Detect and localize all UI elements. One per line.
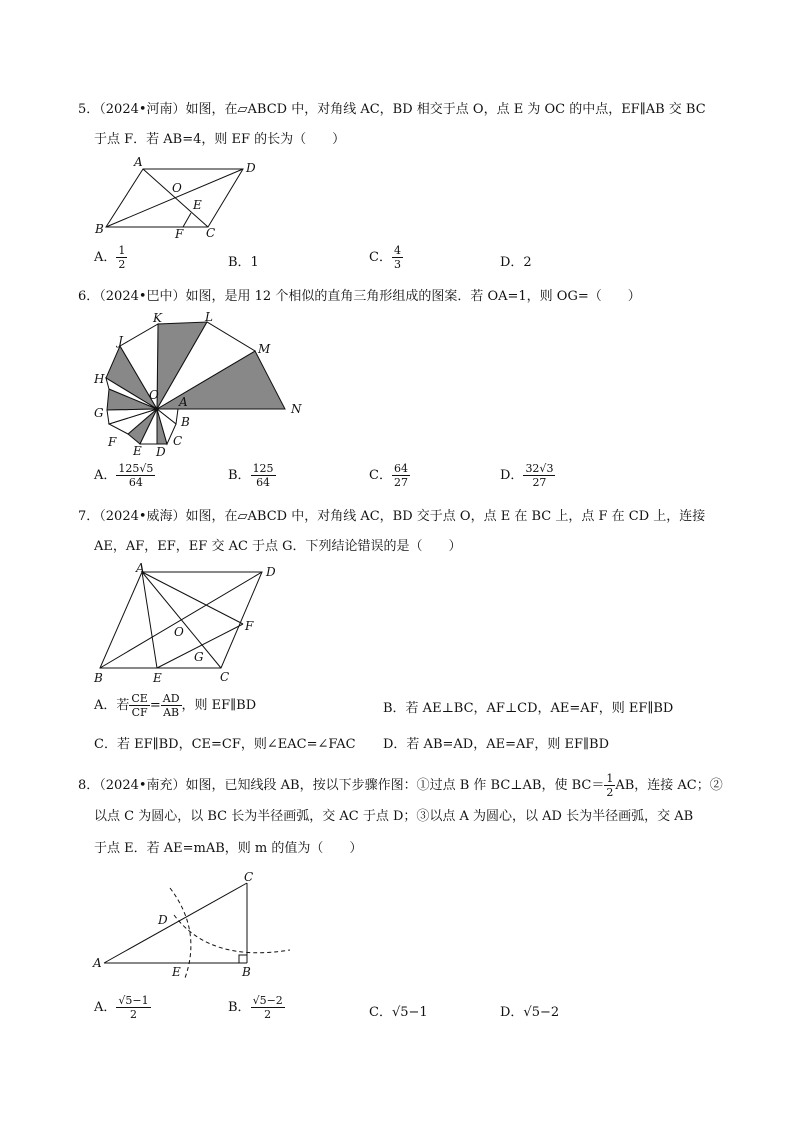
q5-option-d[interactable]: D．2 bbox=[500, 255, 532, 270]
q5-label-b: B bbox=[95, 222, 104, 236]
q6-label-l: L bbox=[205, 310, 213, 324]
q6-option-b[interactable]: B． $\frac{125}{64}$ bbox=[228, 462, 274, 489]
q5-option-b[interactable]: B．1 bbox=[228, 255, 259, 270]
q8-option-d[interactable]: D．√5−2 bbox=[500, 1005, 560, 1020]
q5-label-d: D bbox=[246, 161, 256, 175]
q6-option-c[interactable]: C． $\frac{64}{27}$ bbox=[369, 462, 408, 489]
q5-label-c: C bbox=[206, 226, 216, 240]
q8-stem-line1: 8．（2024•南充）如图，已知线段 AB，按以下步骤作图：①过点 B 作 BC⊥AB，使 BC＝ $\frac{1}{2}$ AB，连接 AC；② bbox=[78, 772, 723, 799]
q5-stem-line1: 5．（2024•河南）如图，在▱ABCD 中，对角线 AC，BD 相交于点 O，点 E 为 OC 的中点，EF∥AB 交 BC bbox=[78, 102, 706, 117]
q6-label-o: O bbox=[149, 388, 159, 402]
q6-label-a: A bbox=[179, 395, 188, 409]
q7-stem-line1: 7．（2024•威海）如图，在▱ABCD 中，对角线 AC，BD 交于点 O，点 E 在 BC 上，点 F 在 CD 上，连接 bbox=[78, 509, 706, 524]
q7-stem-line2: AE，AF，EF，EF 交 AC 于点 G．下列结论错误的是（ ） bbox=[94, 539, 462, 554]
q5-label-a: A bbox=[134, 155, 143, 169]
q6-label-c: C bbox=[173, 434, 183, 448]
q6-stem-line1: 6．（2024•巴中）如图，是用 12 个相似的直角三角形组成的图案．若 OA=1，则 OG=（ ） bbox=[78, 289, 641, 304]
q7-label-g: G bbox=[194, 650, 204, 664]
q8-construction-figure bbox=[90, 868, 300, 983]
q8-stem-line3: 于点 E．若 AE=mAB，则 m 的值为（ ） bbox=[94, 841, 363, 856]
q6-option-d[interactable]: D． $\frac{32√3}{27}$ bbox=[500, 462, 554, 489]
q8-label-b: B bbox=[242, 965, 251, 979]
q6-label-d: D bbox=[156, 445, 166, 459]
q6-label-g: G bbox=[94, 406, 104, 420]
q5-label-e: E bbox=[193, 198, 202, 212]
q7-option-c[interactable]: C．若 EF∥BD，CE=CF，则∠EAC=∠FAC bbox=[94, 737, 356, 752]
q8-label-c: C bbox=[244, 870, 254, 884]
q6-label-h: H bbox=[94, 372, 105, 386]
q7-label-d: D bbox=[266, 565, 276, 579]
q8-option-b[interactable]: B． $\frac{√5-2}{2}$ bbox=[228, 994, 283, 1021]
q7-parallelogram-figure bbox=[90, 561, 290, 689]
q6-label-k: K bbox=[153, 311, 162, 325]
q5-parallelogram-figure bbox=[90, 155, 270, 245]
q7-label-f: F bbox=[245, 619, 254, 633]
q7-label-o: O bbox=[174, 625, 184, 639]
q7-option-d[interactable]: D．若 AB=AD，AE=AF，则 EF∥BD bbox=[383, 737, 610, 752]
q8-label-d: D bbox=[158, 913, 168, 927]
q8-label-e: E bbox=[172, 965, 181, 979]
q6-label-b: B bbox=[181, 415, 190, 429]
q7-option-b[interactable]: B．若 AE⊥BC，AF⊥CD，AE=AF，则 EF∥BD bbox=[383, 701, 674, 716]
q5-stem-line2: 于点 F．若 AB=4，则 EF 的长为（ ） bbox=[94, 132, 346, 147]
q6-label-n: N bbox=[291, 402, 302, 416]
q6-label-j: J bbox=[118, 334, 123, 348]
q6-label-m: M bbox=[258, 342, 271, 356]
q8-label-a: A bbox=[93, 956, 102, 970]
q8-option-c[interactable]: C．√5−1 bbox=[369, 1005, 428, 1020]
q6-label-e: E bbox=[133, 444, 142, 458]
q8-stem-line2: 以点 C 为圆心，以 BC 长为半径画弧，交 AC 于点 D；③以点 A 为圆心，以 AD 长为半径画弧，交 AB bbox=[94, 809, 694, 824]
q7-label-c: C bbox=[220, 670, 230, 684]
q6-spiral-triangles-figure bbox=[90, 310, 310, 459]
q5-label-o: O bbox=[172, 181, 182, 195]
q7-label-b: B bbox=[94, 671, 103, 685]
q6-option-a[interactable]: A． $\frac{125√5}{64}$ bbox=[94, 462, 154, 489]
q7-label-e: E bbox=[153, 671, 162, 685]
q5-option-c[interactable]: C． $\frac{4}{3}$ bbox=[369, 244, 401, 271]
q5-option-a[interactable]: A． $\frac{1}{2}$ bbox=[94, 244, 126, 271]
q8-option-a[interactable]: A． $\frac{√5-1}{2}$ bbox=[94, 994, 149, 1021]
q6-label-f: F bbox=[108, 435, 117, 449]
q7-option-a[interactable]: A．若 $\frac{CE}{CF}$ = $\frac{AD}{AB}$ ，则 EF∥BD bbox=[94, 692, 257, 719]
q5-label-f: F bbox=[175, 227, 184, 241]
q7-label-a: A bbox=[136, 561, 145, 575]
